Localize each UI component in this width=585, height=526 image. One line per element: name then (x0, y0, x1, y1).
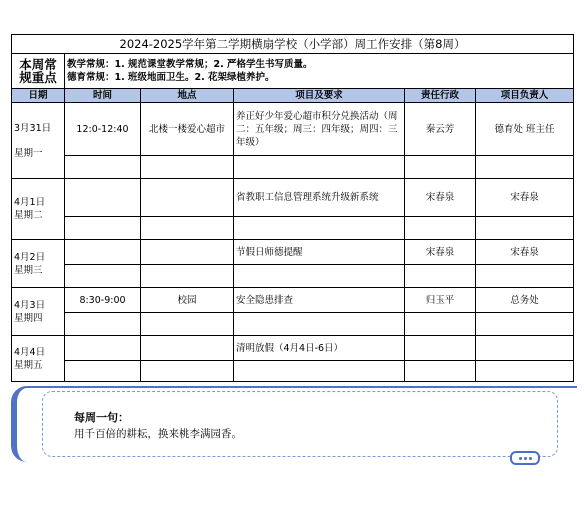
admin-cell: 归玉平 (405, 288, 476, 313)
day-cell (12, 103, 65, 179)
owner-cell: 德育处 班主任 (476, 103, 574, 156)
owner-cell (476, 336, 574, 361)
time-cell: 8:30-9:00 (65, 288, 141, 313)
teaching-rule: 教学常规：1. 规范课堂教学常规；2. 严格学生书写质量。 (67, 59, 313, 70)
date-text: 4月2日 (14, 251, 46, 263)
date-text: 3月31日 (14, 122, 52, 134)
page-title: 2024-2025学年第二学期横扇学校（小学部）周工作安排（第8周） (12, 35, 574, 54)
weekly-rules-text (65, 54, 574, 89)
time-cell: 12:0-12:40 (65, 103, 141, 156)
admin-cell (405, 336, 476, 361)
header-admin: 责任行政 (405, 89, 476, 103)
time-cell (65, 179, 141, 217)
weekday-text: 星期五 (14, 359, 43, 371)
place-cell (141, 336, 234, 361)
date-text: 4月3日 (14, 299, 46, 311)
weekday-text: 星期二 (14, 210, 43, 221)
quote-text: 用千百倍的耕耘，换来桃李满园香。 (74, 428, 242, 440)
day-cell (12, 179, 65, 240)
table-row-blank (12, 265, 574, 288)
item-cell: 清明放假（4月4日-6日） (234, 336, 405, 361)
place-cell (141, 240, 234, 265)
quote-title: 每周一句： (74, 411, 129, 424)
table-row-blank (12, 156, 574, 179)
weekday-text: 星期一 (14, 147, 43, 159)
item-cell: 养正好少年爱心超市积分兑换活动（周二：五年级；周三：四年级；周四：三年级） (234, 103, 405, 156)
place-cell (141, 179, 234, 217)
day-cell (12, 240, 65, 288)
weekday-text: 星期四 (14, 312, 43, 324)
place-cell: 北楼一楼爱心超市 (141, 103, 234, 156)
item-cell: 节假日师德提醒 (234, 240, 405, 265)
weekday-text: 星期三 (14, 264, 43, 276)
header-item: 项目及要求 (234, 89, 405, 103)
moral-rule: 德育常规：1. 班级地面卫生。2. 花架绿植养护。 (67, 72, 275, 83)
place-cell: 校园 (141, 288, 234, 313)
table-header (12, 89, 574, 103)
schedule-table (11, 34, 574, 382)
admin-cell: 秦云芳 (405, 103, 476, 156)
weekly-rules-label: 本周常规重点 (12, 54, 65, 89)
table-row-blank (12, 361, 574, 382)
item-cell: 安全隐患排查 (234, 288, 405, 313)
day-cell (12, 336, 65, 382)
header-date: 日期 (12, 89, 65, 103)
owner-cell: 宋春泉 (476, 240, 574, 265)
day-cell (12, 288, 65, 336)
header-place: 地点 (141, 89, 234, 103)
table-row (12, 288, 574, 313)
table-row (12, 179, 574, 217)
admin-cell: 宋春泉 (405, 240, 476, 265)
time-cell (65, 336, 141, 361)
table-row (12, 336, 574, 361)
header-time: 时间 (65, 89, 141, 103)
date-text: 4月4日 (14, 346, 46, 358)
owner-cell: 宋春泉 (476, 179, 574, 217)
table-row (12, 103, 574, 156)
owner-cell: 总务处 (476, 288, 574, 313)
table-row-blank (12, 217, 574, 240)
date-text: 4月1日 (14, 197, 46, 208)
item-cell: 省教职工信息管理系统升级新系统 (234, 179, 405, 217)
header-owner: 项目负责人 (476, 89, 574, 103)
more-dots-icon (510, 451, 540, 465)
time-cell (65, 240, 141, 265)
admin-cell: 宋春泉 (405, 179, 476, 217)
table-row-blank (12, 313, 574, 336)
table-row (12, 240, 574, 265)
